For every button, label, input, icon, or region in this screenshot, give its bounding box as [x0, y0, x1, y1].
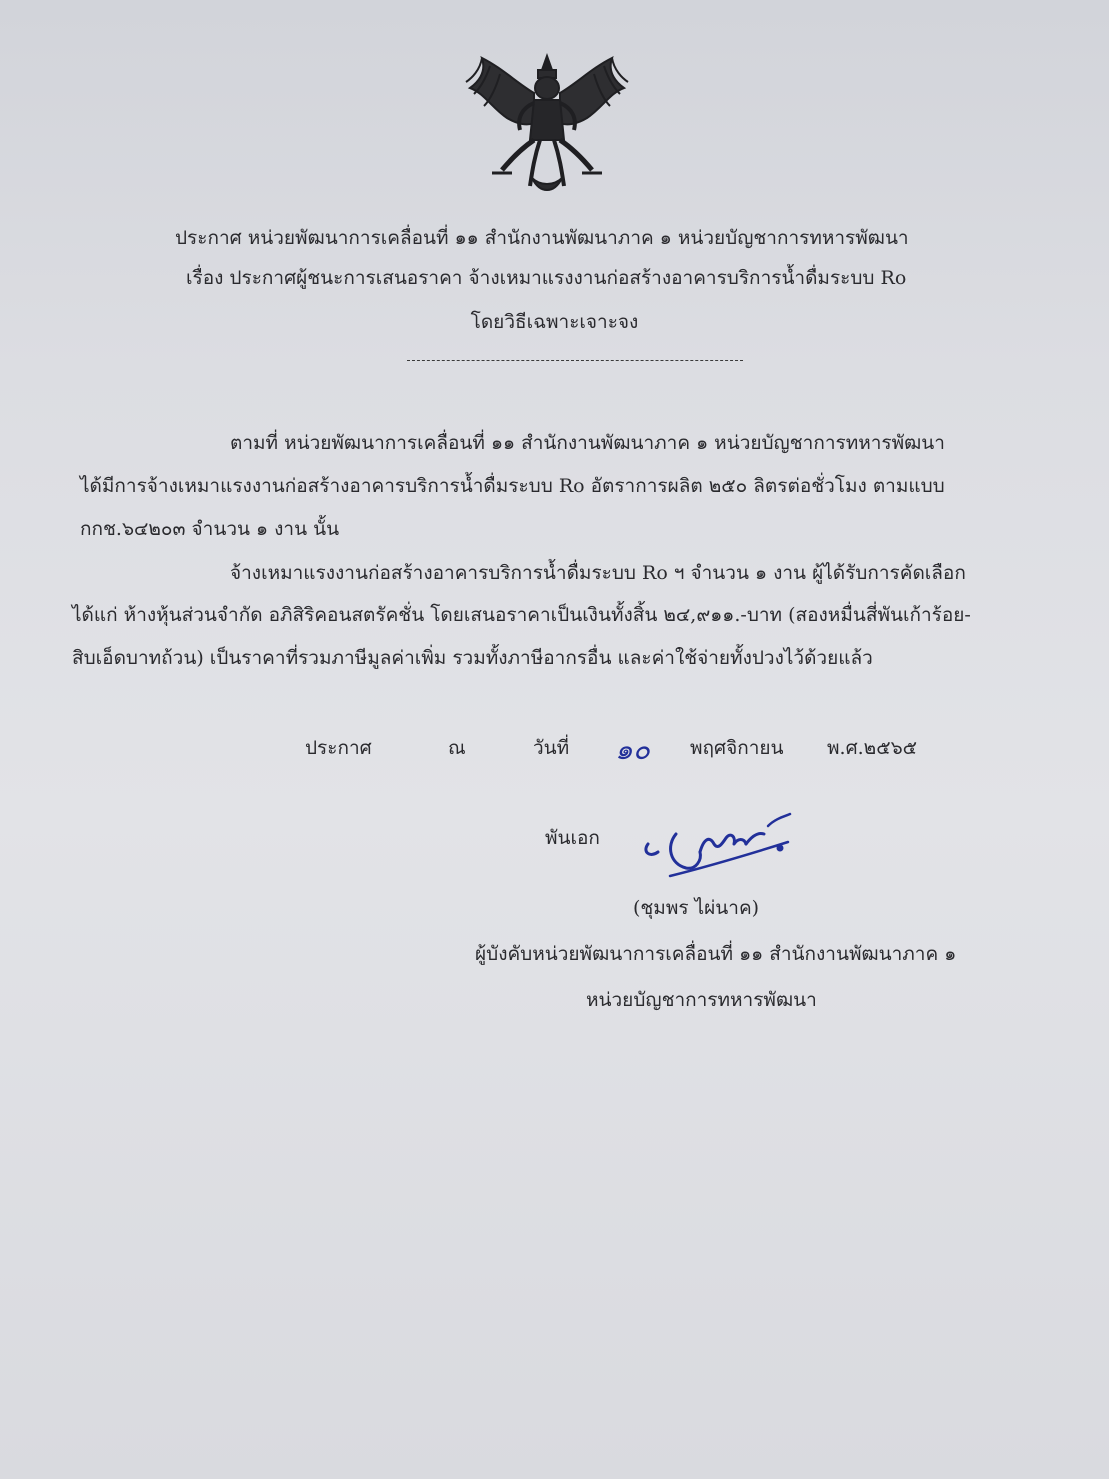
paragraph-1-line-3: กกช.๖๔๒๐๓ จำนวน ๑ งาน นั้น [80, 518, 340, 540]
announcement-heading: ประกาศ หน่วยพัฒนาการเคลื่อนที่ ๑๑ สำนักงานพัฒนาภาค ๑ หน่วยบัญชาการทหารพัฒนา [175, 227, 909, 249]
paragraph-2-line-3: สิบเอ็ดบาทถ้วน) เป็นราคาที่รวมภาษีมูลค่าเพิ่ม รวมทั้งภาษีอากรอื่น และค่าใช้จ่ายทั้งปวงไว้ด้วยแล้ว [72, 647, 873, 669]
signer-position-line-1: ผู้บังคับหน่วยพัฒนาการเคลื่อนที่ ๑๑ สำนักงานพัฒนาภาค ๑ [475, 943, 957, 965]
divider [407, 360, 743, 361]
subject-line: เรื่อง ประกาศผู้ชนะการเสนอราคา จ้างเหมาแรงงานก่อสร้างอาคารบริการน้ำดื่มระบบ Ro [186, 267, 907, 289]
paragraph-1-line-2: ได้มีการจ้างเหมาแรงงานก่อสร้างอาคารบริการน้ำดื่มระบบ Ro อัตราการผลิต ๒๕๐ ลิตรต่อชั่วโมง ตามแบบ [80, 475, 945, 497]
handwritten-signature-icon [640, 808, 800, 888]
paragraph-1-line-1: ตามที่ หน่วยพัฒนาการเคลื่อนที่ ๑๑ สำนักงานพัฒนาภาค ๑ หน่วยบัญชาการทหารพัฒนา [230, 432, 945, 454]
date-announce-label: ประกาศ [305, 737, 372, 759]
paragraph-2-line-2: ได้แก่ ห้างหุ้นส่วนจำกัด อภิสิริคอนสตรัคชั่น โดยเสนอราคาเป็นเงินทั้งสิ้น ๒๔,๙๑๑.-บาท (สองหมื่นสี่พันเก้าร้อย- [72, 604, 971, 626]
date-day-label: วันที่ [533, 737, 570, 759]
date-day-value: ๑๐ [615, 733, 650, 766]
method-line: โดยวิธีเฉพาะเจาะจง [470, 311, 639, 333]
signer-name: (ชุมพร ไผ่นาค) [633, 897, 760, 919]
signer-rank: พันเอก [545, 827, 600, 849]
date-month: พฤศจิกายน [690, 737, 784, 759]
paragraph-2-line-1: จ้างเหมาแรงงานก่อสร้างอาคารบริการน้ำดื่มระบบ Ro ฯ จำนวน ๑ งาน ผู้ได้รับการคัดเลือก [230, 562, 966, 584]
date-at-label: ณ [448, 737, 466, 759]
signer-position-line-2: หน่วยบัญชาการทหารพัฒนา [586, 989, 817, 1011]
date-year: พ.ศ.๒๕๖๕ [827, 737, 918, 759]
garuda-emblem-icon [462, 48, 632, 198]
